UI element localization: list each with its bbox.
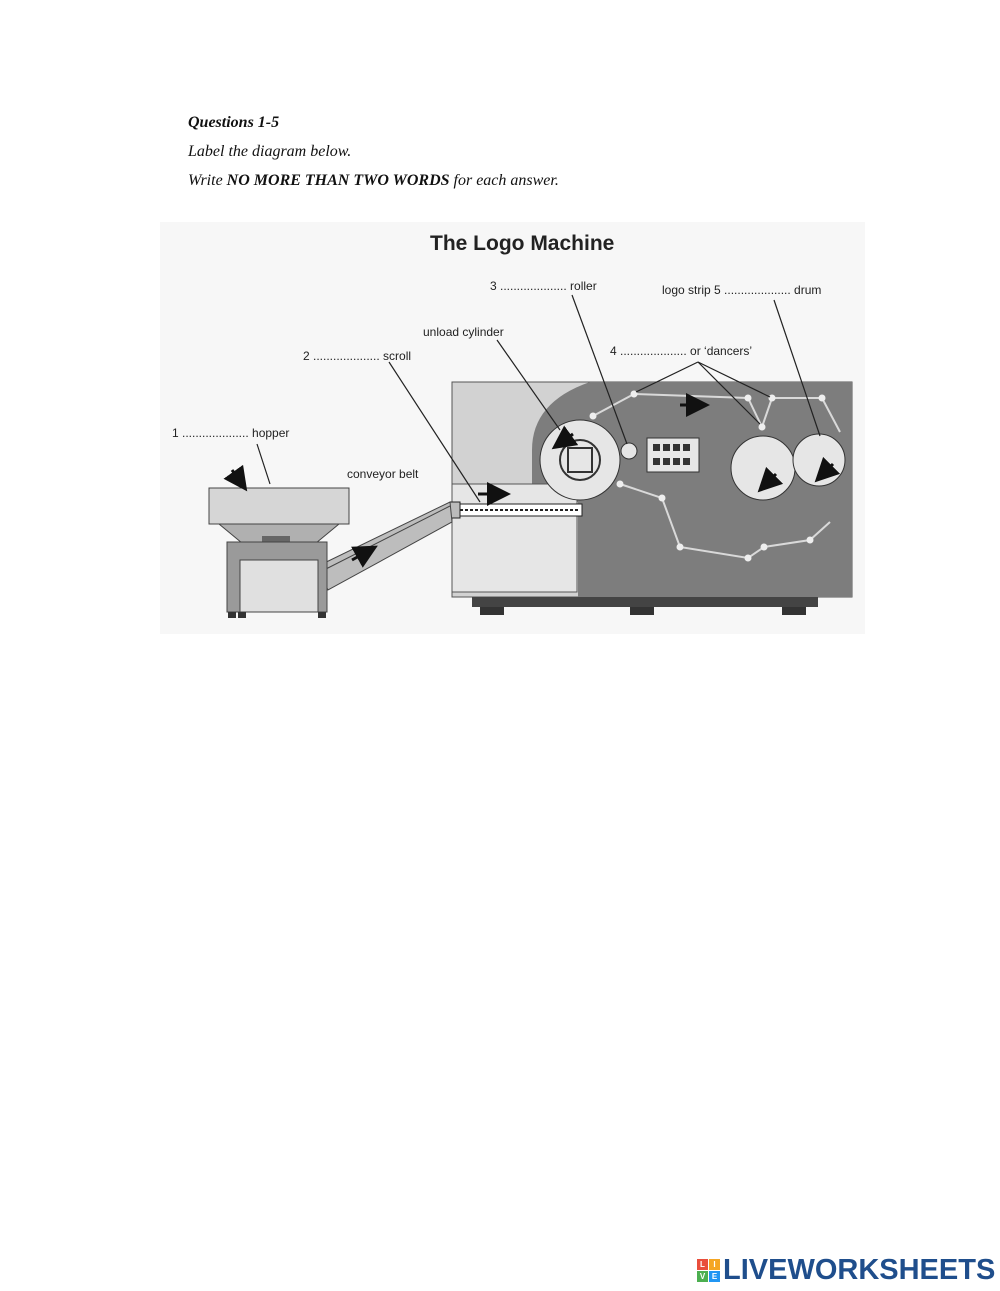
label-q5-drum: logo strip 5 .................... drum xyxy=(662,283,822,297)
scroll xyxy=(450,502,582,518)
drum-right xyxy=(793,434,845,486)
drum-middle xyxy=(731,436,795,500)
label-q2-scroll: 2 .................... scroll xyxy=(303,349,412,363)
logo-icon-letter: V xyxy=(697,1271,708,1282)
control-panel xyxy=(647,438,699,472)
label-q4-dancers: 4 .................... or ‘dancers’ xyxy=(610,344,753,358)
label-unload-cylinder: unload cylinder xyxy=(423,325,504,339)
label-conveyor-belt: conveyor belt xyxy=(347,467,419,481)
logo-icon-letter: E xyxy=(709,1271,720,1282)
logo-icon-letter: I xyxy=(709,1259,720,1270)
logo-machine-diagram xyxy=(160,222,865,634)
diagram-title: The Logo Machine xyxy=(430,232,615,255)
label-q3-roller: 3 .................... roller xyxy=(490,279,597,293)
main-machine-body xyxy=(452,382,852,615)
label-q1-hopper: 1 .................... hopper xyxy=(172,426,290,440)
instruction-word-limit: Write NO MORE THAN TWO WORDS for each answer. xyxy=(188,172,559,189)
logo-text: LIVEWORKSHEETS xyxy=(723,1253,996,1286)
logo-icon-letter: L xyxy=(697,1259,708,1270)
liveworksheets-logo-icon xyxy=(697,1259,720,1282)
instruction-label: Label the diagram below. xyxy=(188,143,352,160)
questions-heading: Questions 1-5 xyxy=(188,114,280,131)
liveworksheets-logo[interactable] xyxy=(697,1253,995,1287)
